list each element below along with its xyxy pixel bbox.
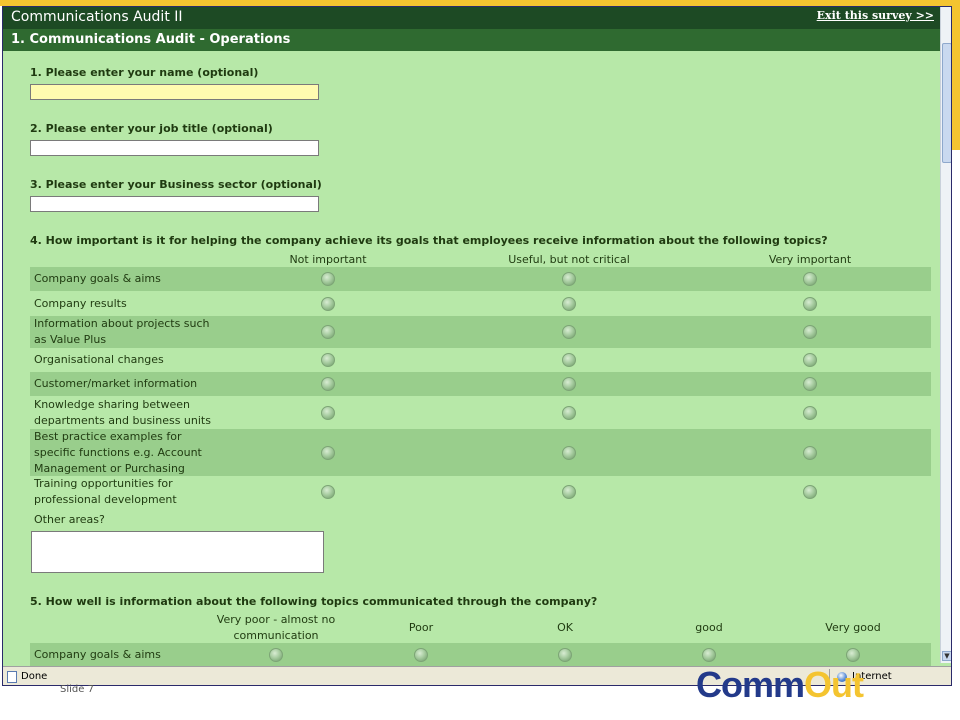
survey-title: Communications Audit II — [11, 9, 183, 25]
q4-radio-button[interactable] — [803, 446, 817, 460]
q4-radio-button[interactable] — [562, 297, 576, 311]
other-areas-label: Other areas? — [34, 513, 105, 526]
q4-matrix-row — [30, 316, 931, 348]
q4-row-label: Information about projects such — [34, 317, 210, 330]
q5-column-header — [639, 620, 779, 636]
exit-survey-link[interactable]: Exit this survey >> — [816, 9, 934, 22]
q4-radio-button[interactable] — [803, 297, 817, 311]
q5-radio-button[interactable] — [846, 648, 860, 662]
business-sector-input[interactable] — [30, 196, 319, 212]
q5-column-header-line: good — [695, 621, 723, 634]
question-3-label: 3. Please enter your Business sector (optional) — [30, 178, 322, 191]
browser-window — [2, 6, 952, 686]
q4-radio-button[interactable] — [321, 272, 335, 286]
question-5-label: 5. How well is information about the following topics communicated through the company? — [30, 595, 598, 608]
q4-radio-button[interactable] — [321, 297, 335, 311]
q5-radio-button[interactable] — [558, 648, 572, 662]
q5-column-header-line: Poor — [408, 621, 434, 634]
question-2-label: 2. Please enter your job title (optional) — [30, 122, 273, 135]
q4-matrix-row — [30, 372, 931, 396]
q4-row-label: specific functions e.g. Account — [34, 446, 202, 459]
q4-radio-button[interactable] — [321, 485, 335, 499]
status-text: Done — [21, 671, 48, 682]
q4-radio-button[interactable] — [803, 485, 817, 499]
q4-radio-button[interactable] — [803, 272, 817, 286]
q4-radio-button[interactable] — [321, 353, 335, 367]
q4-radio-button[interactable] — [803, 377, 817, 391]
q5-radio-button[interactable] — [269, 648, 283, 662]
section-header-bar — [3, 29, 940, 51]
q5-column-header-line: communication — [233, 629, 319, 642]
q5-column-header — [206, 612, 346, 644]
q4-matrix-row — [30, 292, 931, 316]
page-scrollbar[interactable] — [940, 7, 952, 663]
q4-row-label: Knowledge sharing between — [34, 398, 191, 411]
q4-row-label: Management or Purchasing — [34, 462, 185, 475]
q4-row-label: professional development — [34, 493, 177, 506]
question-1-label: 1. Please enter your name (optional) — [30, 66, 259, 79]
slide-right-accent-bar — [952, 0, 960, 150]
q4-row-label: Training opportunities for — [34, 477, 173, 490]
name-input[interactable] — [30, 84, 319, 100]
page-scrollbar-thumb[interactable] — [942, 43, 952, 163]
q5-column-header-line: Very poor - almost no — [216, 613, 336, 626]
other-areas-textarea[interactable] — [31, 531, 324, 573]
q4-radio-button[interactable] — [562, 325, 576, 339]
slide-footer: Slide 7 — [60, 684, 94, 695]
q4-matrix-row — [30, 397, 931, 429]
q5-column-header — [351, 620, 491, 636]
q5-radio-button[interactable] — [702, 648, 716, 662]
q4-matrix-row — [30, 267, 931, 291]
logo-accent-text: Out — [804, 664, 863, 705]
q5-radio-button[interactable] — [414, 648, 428, 662]
question-4-label: 4. How important is it for helping the company achieve its goals that employees receive information about the following topics? — [30, 234, 828, 247]
q4-radio-button[interactable] — [562, 485, 576, 499]
q4-row-label: as Value Plus — [34, 333, 107, 346]
logo-main-text: Comm — [696, 664, 805, 705]
q5-row-label: Company goals & aims — [34, 648, 161, 661]
scroll-down-arrow-icon[interactable]: ▼ — [942, 651, 952, 661]
q4-matrix-row — [30, 429, 931, 476]
section-title: 1. Communications Audit - Operations — [11, 32, 291, 47]
survey-content — [3, 51, 940, 663]
q4-row-label: Company goals & aims — [34, 272, 161, 285]
page-icon — [7, 671, 17, 683]
q4-column-header: Very important — [768, 253, 852, 266]
q4-row-label: Company results — [34, 297, 127, 310]
q4-column-header: Useful, but not critical — [508, 253, 630, 266]
q4-row-label: Customer/market information — [34, 377, 198, 390]
q4-radio-button[interactable] — [562, 377, 576, 391]
job-title-input[interactable] — [30, 140, 319, 156]
q4-radio-button[interactable] — [562, 406, 576, 420]
q4-row-label: Organisational changes — [34, 353, 164, 366]
survey-header-bar — [3, 7, 940, 29]
q4-radio-button[interactable] — [562, 353, 576, 367]
q5-column-header-line: OK — [557, 621, 573, 634]
q4-radio-button[interactable] — [803, 353, 817, 367]
q5-column-header — [783, 620, 923, 636]
q4-radio-button[interactable] — [803, 325, 817, 339]
q4-radio-button[interactable] — [562, 446, 576, 460]
q5-column-header — [495, 620, 635, 636]
q4-matrix-row — [30, 348, 931, 372]
q4-row-label: Best practice examples for — [34, 430, 182, 443]
q4-row-label: departments and business units — [34, 414, 211, 427]
q4-matrix-row — [30, 476, 931, 508]
q4-column-header: Not important — [289, 253, 367, 266]
q4-radio-button[interactable] — [321, 325, 335, 339]
q4-radio-button[interactable] — [321, 446, 335, 460]
q5-column-header-line: Very good — [825, 621, 881, 634]
security-zone-text: Internet — [852, 671, 892, 682]
brand-logo — [696, 664, 863, 706]
q4-radio-button[interactable] — [803, 406, 817, 420]
q4-radio-button[interactable] — [562, 272, 576, 286]
q4-radio-button[interactable] — [321, 406, 335, 420]
q4-radio-button[interactable] — [321, 377, 335, 391]
